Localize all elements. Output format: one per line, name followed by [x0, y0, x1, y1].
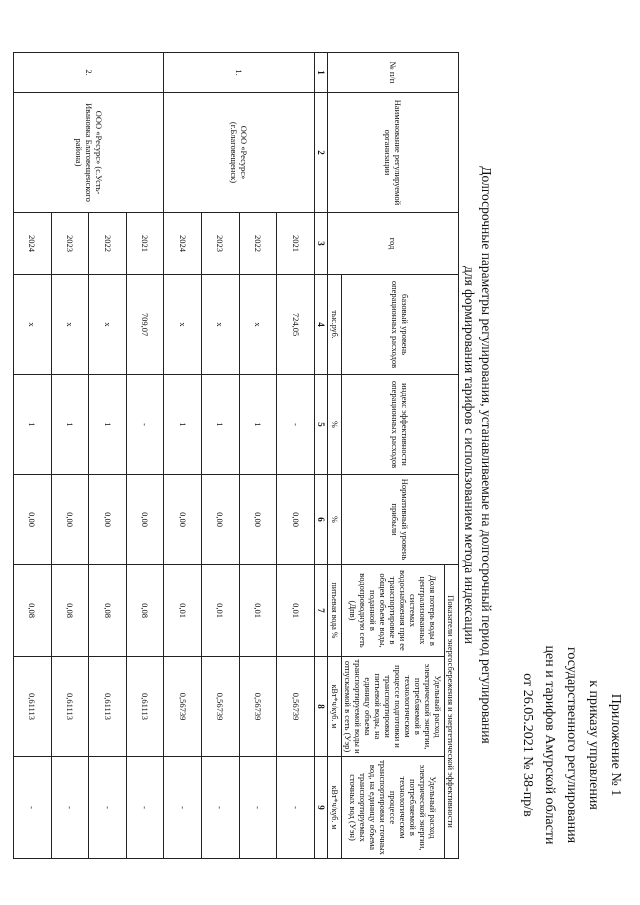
title-line: для формирования тарифов с использованием метода индексации — [462, 265, 477, 645]
cell-year: 2024 — [164, 213, 202, 275]
cell-sewage-energy: - — [277, 757, 315, 859]
cell-water-energy: 0,56739 — [239, 657, 277, 757]
cell-water-energy: 0,56739 — [164, 657, 202, 757]
cell-loss: 0,08 — [89, 565, 127, 657]
appendix-line: цен и тарифов Амурской области — [542, 645, 557, 845]
column-number: 2 — [315, 93, 328, 213]
column-number: 4 — [315, 275, 328, 375]
header-org: Наименование регулируемой организации — [328, 93, 459, 213]
cell-loss: 0,01 — [164, 565, 202, 657]
cell-loss: 0,01 — [239, 565, 277, 657]
unit-water-energy: кВт*ч/куб. м — [328, 657, 342, 757]
cell-loss: 0,01 — [277, 565, 315, 657]
document-title — [461, 50, 495, 860]
cell-profit: 0,00 — [51, 475, 89, 565]
cell-water-energy: 0,61113 — [51, 657, 89, 757]
column-number: 3 — [315, 213, 328, 275]
header-profit: Нормативный уровень прибыли — [342, 475, 459, 565]
column-number: 8 — [315, 657, 328, 757]
cell-year: 2022 — [89, 213, 127, 275]
appendix-block — [516, 605, 626, 885]
cell-sewage-energy: - — [164, 757, 202, 859]
org-name: ООО «Ресурс» (г.Благовещенск) — [164, 93, 315, 213]
org-number: 2. — [14, 53, 165, 93]
appendix-line: государственного регулирования — [564, 646, 579, 844]
cell-profit: 0,00 — [89, 475, 127, 565]
unit-sewage-energy: кВт*ч/куб. м — [328, 757, 342, 859]
cell-index: 1 — [14, 375, 52, 475]
cell-index: - — [277, 375, 315, 475]
title-line: Долгосрочные параметры регулирования, устанавливаемые на долгосрочный период регулирования — [479, 166, 494, 744]
column-number: 1 — [315, 53, 328, 93]
unit-index: % — [328, 375, 342, 475]
column-number: 7 — [315, 565, 328, 657]
cell-index: - — [126, 375, 164, 475]
cell-year: 2023 — [202, 213, 240, 275]
org-name: ООО «Ресурс» (с.Усть-Ивановка Благовещенского района) — [14, 93, 165, 213]
cell-year: 2024 — [14, 213, 52, 275]
org-number: 1. — [164, 53, 315, 93]
cell-index: 1 — [202, 375, 240, 475]
cell-water-energy: 0,61113 — [14, 657, 52, 757]
cell-index: 1 — [51, 375, 89, 475]
cell-index: 1 — [89, 375, 127, 475]
header-year: год — [328, 213, 459, 275]
cell-year: 2021 — [277, 213, 315, 275]
unit-base: тыс.руб. — [328, 275, 342, 375]
cell-sewage-energy: - — [51, 757, 89, 859]
cell-profit: 0,00 — [202, 475, 240, 565]
cell-water-energy: 0,61113 — [89, 657, 127, 757]
cell-loss: 0,08 — [126, 565, 164, 657]
cell-year: 2021 — [126, 213, 164, 275]
header-loss: Доля потерь воды в централизованных системах водоснабжения при ее транспортировке в общем объеме воды, поданной в водопроводную сеть (Дпв) — [342, 565, 445, 657]
cell-loss: 0,08 — [51, 565, 89, 657]
cell-profit: 0,00 — [239, 475, 277, 565]
cell-base: x — [164, 275, 202, 375]
cell-year: 2023 — [51, 213, 89, 275]
cell-base: x — [89, 275, 127, 375]
cell-water-energy: 0,56739 — [277, 657, 315, 757]
header-base: базовый уровень операционных расходов — [342, 275, 459, 375]
cell-loss: 0,08 — [14, 565, 52, 657]
header-sewage-energy: Удельный расход электрической энергии, потребляемой в технологическом процессе транспортировки сточных вод, на единицу объема транспортируемых сточных вод (Уэн) — [342, 757, 445, 859]
appendix-line: к приказу управления — [586, 680, 601, 810]
header-index: индекс эффективности операционных расходов — [342, 375, 459, 475]
cell-index: 1 — [239, 375, 277, 475]
cell-water-energy: 0,61113 — [126, 657, 164, 757]
appendix-title: Приложение № 1 — [608, 693, 623, 797]
appendix-line: от 26.05.2021 № 38-пр/в — [520, 673, 535, 817]
cell-base: x — [239, 275, 277, 375]
cell-base: x — [202, 275, 240, 375]
cell-profit: 0,00 — [14, 475, 52, 565]
column-number: 6 — [315, 475, 328, 565]
parameters-table — [13, 52, 459, 859]
cell-sewage-energy: - — [126, 757, 164, 859]
column-number: 9 — [315, 757, 328, 859]
cell-sewage-energy: - — [202, 757, 240, 859]
cell-year: 2022 — [239, 213, 277, 275]
cell-sewage-energy: - — [239, 757, 277, 859]
cell-index: 1 — [164, 375, 202, 475]
cell-loss: 0,01 — [202, 565, 240, 657]
unit-profit: % — [328, 475, 342, 565]
cell-profit: 0,00 — [277, 475, 315, 565]
cell-base: x — [14, 275, 52, 375]
header-energy-group: Показатели энергосбережения и энергетической эффективности — [445, 565, 459, 859]
cell-profit: 0,00 — [164, 475, 202, 565]
cell-profit: 0,00 — [126, 475, 164, 565]
cell-base: 724,05 — [277, 275, 315, 375]
unit-loss: питьевая вода % — [328, 565, 342, 657]
cell-base: x — [51, 275, 89, 375]
header-num: № п/п — [328, 53, 459, 93]
cell-base: 709,07 — [126, 275, 164, 375]
column-number: 5 — [315, 375, 328, 475]
cell-sewage-energy: - — [89, 757, 127, 859]
header-water-energy: Удельный расход электрической энергии, потребляемой в технологическом процессе подготовки и транспортировки питьевой воды, на единицу объема транспортируемой воды и отпускаемой в сеть (Уэр) — [342, 657, 445, 757]
table-row — [277, 53, 315, 859]
cell-sewage-energy: - — [14, 757, 52, 859]
cell-water-energy: 0,56739 — [202, 657, 240, 757]
table-row — [126, 53, 164, 859]
